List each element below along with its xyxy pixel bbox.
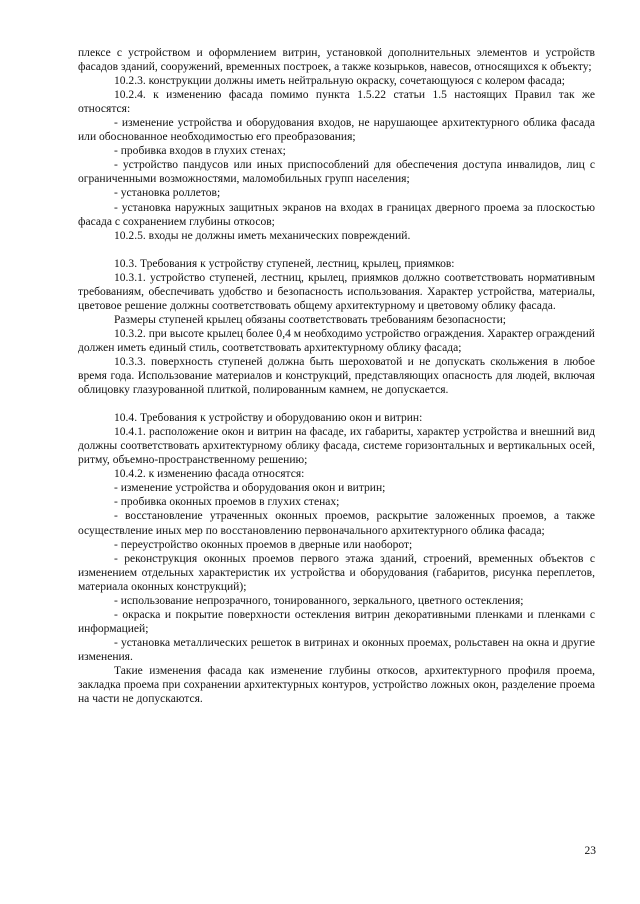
list-item: - использование непрозрачного, тонированного, зеркального, цветного остекления; <box>114 594 524 607</box>
document-page <box>78 46 595 706</box>
paragraph: 10.4.2. к изменению фасада относятся: <box>114 468 305 481</box>
list-item: - реконструкция оконных проемов первого этажа зданий, строений, временных объектов с изменением отдельных характеристик их устройства и оборудования (габаритов, рисунка переплетов, материала оконных конструкций); <box>78 552 595 593</box>
list-item: - восстановление утраченных оконных проемов, раскрытие заложенных проемов, а также осуществление иных мер по восстановлению первоначального архитектурного облика фасада; <box>78 510 595 537</box>
paragraph: 10.2.3. конструкции должны иметь нейтральную окраску, сочетающуюся с колером фасада; <box>114 75 565 88</box>
section-heading: 10.4. Требования к устройству и оборудованию окон и витрин: <box>114 412 423 425</box>
paragraph: 10.2.4. к изменению фасада помимо пункта 1.5.22 статьи 1.5 настоящих Правил так же относятся: <box>78 89 595 116</box>
paragraph: 10.3.3. поверхность ступеней должна быть шероховатой и не допускать скольжения в любое время года. Использование материалов и конструкций, представляющих опасность для людей, включая облицовку глазурованной плиткой, полированным камнем, не допускается. <box>78 355 595 397</box>
paragraph: Размеры ступеней крылец обязаны соответствовать требованиям безопасности; <box>114 313 506 326</box>
list-item: - установка роллетов; <box>114 187 221 200</box>
page-number: 23 <box>584 845 596 857</box>
paragraph: Такие изменения фасада как изменение глубины откосов, архитектурного профиля проема, закладка проема при сохранении архитектурных контуров, устройство ложных окон, разделение проема на части не допускаются. <box>78 664 595 706</box>
section-heading: 10.3. Требования к устройству ступеней, лестниц, крылец, приямков: <box>114 257 455 270</box>
paragraph: 10.4.1. расположение окон и витрин на фасаде, их габариты, характер устройства и внешний вид должны соответствовать архитектурному облику фасада, системе горизонтальных и вертикальных осей, ритму, объемно-пространственному решению; <box>78 426 595 467</box>
list-item: - переустройство оконных проемов в дверные или наоборот; <box>114 538 413 551</box>
paragraph: 10.2.5. входы не должны иметь механических повреждений. <box>114 229 411 242</box>
list-item: - установка наружных защитных экранов на входах в границах дверного проема за плоскостью фасада с сохранением глубины откосов; <box>78 201 595 228</box>
list-item: - пробивка входов в глухих стенах; <box>114 145 286 158</box>
list-item: - изменение устройства и оборудования входов, не нарушающее архитектурного облика фасада или обоснованное необходимостью его преобразования; <box>78 117 595 144</box>
list-item: - установка металлических решеток в витринах и оконных проемах, рольставен на окна и другие изменения. <box>78 636 595 663</box>
list-item: - изменение устройства и оборудования окон и витрин; <box>114 482 386 495</box>
list-item: - устройство пандусов или иных приспособлений для обеспечения доступа инвалидов, лиц с ограниченными возможностями, маломобильных групп населения; <box>78 159 595 186</box>
paragraph: 10.3.2. при высоте крылец более 0,4 м необходимо устройство ограждения. Характер ограждений должен иметь единый стиль, соответствовать архитектурному облику фасада; <box>78 327 595 354</box>
list-item: - окраска и покрытие поверхности остекления витрин декоративными пленками и пленками с информацией; <box>78 608 595 635</box>
paragraph: 10.3.1. устройство ступеней, лестниц, крылец, приямков должно соответствовать нормативным требованиям, обеспечивать удобство и безопасность использования. Характер устройства, материалы, цветовое решение должны соответствовать общему архитектурному и цветовому облику фасада. <box>78 271 595 312</box>
paragraph: плексе с устройством и оформлением витрин, установкой дополнительных элементов и устройств фасадов зданий, сооружений, временных построек, а также козырьков, навесов, относящихся к объекту; <box>78 47 595 74</box>
list-item: - пробивка оконных проемов в глухих стенах; <box>114 496 340 509</box>
